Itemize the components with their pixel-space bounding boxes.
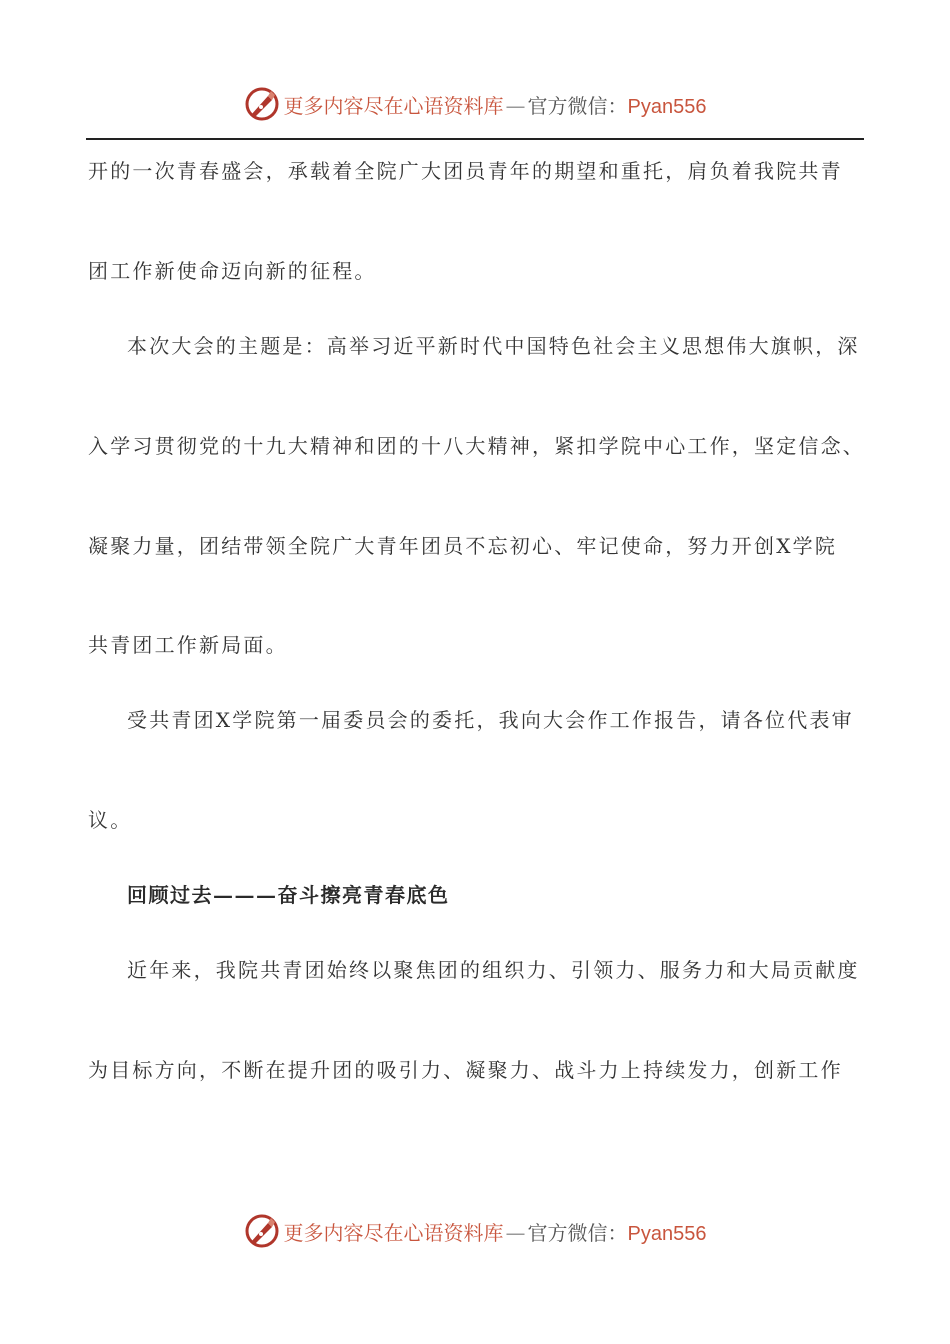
paragraph-line: 近年来，我院共青团始终以聚焦团的组织力、引领力、服务力和大局贡献度 bbox=[127, 958, 860, 982]
paragraph-line: 议。 bbox=[88, 808, 133, 832]
paragraph-line: 凝聚力量，团结带领全院广大青年团员不忘初心、牢记使命，努力开创X学院 bbox=[88, 534, 838, 558]
paragraph-line: 开的一次青春盛会，承载着全院广大团员青年的期望和重托，肩负着我院共青 bbox=[88, 159, 843, 183]
paragraph-line: 团工作新使命迈向新的征程。 bbox=[88, 259, 377, 283]
banner-main-text: 更多内容尽在心语资料库 bbox=[283, 1220, 504, 1245]
header-divider bbox=[86, 138, 864, 140]
paragraph-line: 共青团工作新局面。 bbox=[88, 633, 288, 657]
banner-text bbox=[284, 90, 707, 119]
banner-text bbox=[284, 1217, 707, 1246]
banner-dash: — bbox=[505, 93, 526, 118]
header-banner bbox=[0, 82, 950, 126]
pen-nib-logo-icon bbox=[244, 86, 280, 122]
footer-banner bbox=[0, 1209, 950, 1253]
banner-main-text: 更多内容尽在心语资料库 bbox=[283, 93, 504, 118]
paragraph-line: 受共青团X学院第一届委员会的委托，我向大会作工作报告，请各位代表审 bbox=[127, 708, 854, 732]
section-heading: 回顾过去———奋斗擦亮青春底色 bbox=[127, 883, 450, 907]
banner-wechat-id: Pyan556 bbox=[627, 95, 707, 118]
paragraph-line: 入学习贯彻党的十九大精神和团的十八大精神，紧扣学院中心工作，坚定信念、 bbox=[88, 434, 865, 458]
paragraph-line: 本次大会的主题是：高举习近平新时代中国特色社会主义思想伟大旗帜，深 bbox=[127, 334, 860, 358]
banner-dash: — bbox=[505, 1220, 526, 1245]
paragraph-line: 为目标方向，不断在提升团的吸引力、凝聚力、战斗力上持续发力，创新工作 bbox=[88, 1058, 843, 1082]
banner-wechat-label: 官方微信： bbox=[527, 93, 628, 118]
banner-wechat-id: Pyan556 bbox=[627, 1222, 707, 1245]
pen-nib-logo-icon bbox=[244, 1213, 280, 1249]
banner-wechat-label: 官方微信： bbox=[527, 1220, 628, 1245]
